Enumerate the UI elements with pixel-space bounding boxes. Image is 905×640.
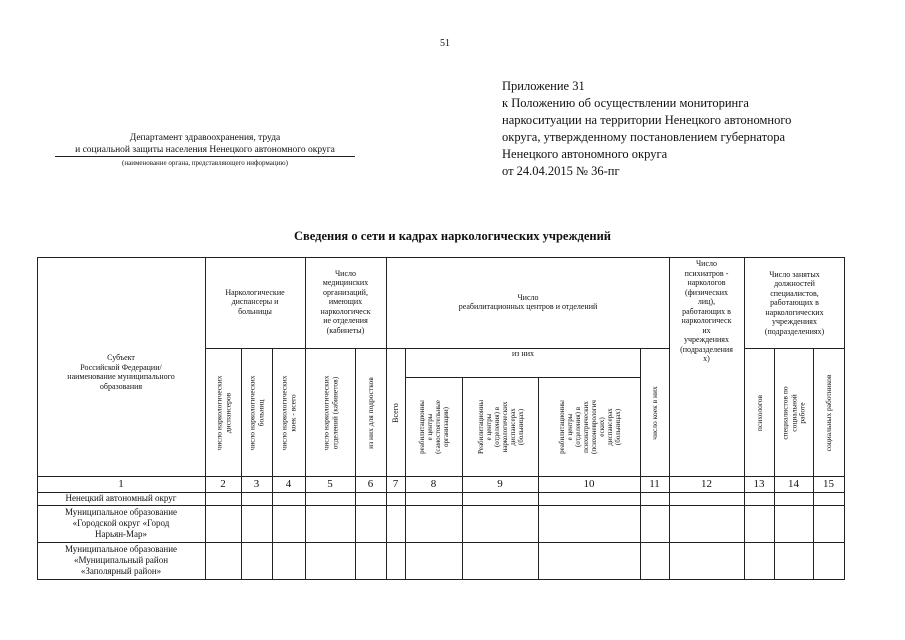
network-staff-table	[37, 257, 845, 580]
header-dispensaries-group: Наркологические диспансеры и больницы	[225, 287, 285, 316]
header-col-10: реабилитационны е центры (отделения) в психиатрических (психоневрологич еских) диспансерах (больницах)	[557, 400, 622, 454]
column-number: 6	[367, 478, 374, 490]
header-medorg-group: Число медицинских организаций, имеющих наркологическ ие отделения (кабинеты)	[320, 268, 371, 335]
header-col-2: число наркологических диспансеров	[214, 374, 232, 451]
appendix-line: к Положению об осуществлении мониторинга	[502, 96, 749, 110]
column-number: 15	[823, 478, 834, 490]
appendix-line: наркоситуации на территории Ненецкого автономного	[502, 113, 792, 127]
header-psychiatrists: Число психиатров - наркологов (физических лиц), работающих в наркологическ их учреждениях (подразделения х)	[680, 259, 733, 363]
appendix-line: от 24.04.2015 № 36-пг	[502, 164, 620, 178]
header-col-11: число коек в них	[649, 385, 659, 440]
header-col-13: психологов	[754, 394, 764, 431]
column-number: 9	[497, 478, 503, 490]
header-col-4: число наркологических коек - всего	[279, 374, 297, 451]
header-of-them: из них	[511, 349, 534, 359]
column-number: 11	[649, 478, 660, 490]
page-number: 51	[440, 38, 450, 49]
column-number: 13	[753, 478, 765, 490]
header-col-5: число наркологических отделений (кабинетов)	[321, 374, 339, 451]
header-col-6: из них для подростков	[365, 376, 375, 449]
header-col-7: Всего	[390, 402, 400, 423]
header-col-14: специалистов по социальной работе	[780, 385, 807, 440]
column-number: 8	[430, 478, 437, 490]
header-col-8: реабилитационны е центры (самостоятельные организации)	[418, 400, 450, 454]
appendix-block	[502, 78, 791, 180]
appendix-line: округа, утвержденному постановлением губернатора	[502, 130, 785, 144]
column-number: 10	[583, 478, 595, 490]
header-subject: Субъект Российской Федерации/ наименование муниципального образования	[67, 353, 175, 391]
appendix-line: Ненецкого автономного округа	[502, 147, 668, 161]
table-row-label: Муниципальное образование «Муниципальный район «Заполярный район»	[64, 544, 178, 576]
column-number: 2	[220, 478, 226, 490]
department-line: Департамент здравоохранения, труда	[129, 133, 281, 143]
table-row-label: Муниципальное образование «Городской округ «Город Нарьян-Мар»	[64, 507, 178, 539]
column-number: 4	[285, 478, 292, 490]
column-number: 5	[327, 478, 333, 490]
department-block	[55, 132, 355, 169]
department-line: и социальной защиты населения Ненецкого автономного округа	[55, 144, 355, 157]
department-caption: (наименование органа, представляющего информацию)	[122, 159, 288, 167]
document-title: Сведения о сети и кадрах наркологических учреждений	[294, 229, 611, 243]
appendix-line: Приложение 31	[502, 79, 585, 93]
header-staff-group: Число занятых должностей специалистов, работающих в наркологических учреждениях (подразделениях)	[764, 269, 825, 336]
header-col-3: число наркологических больниц	[247, 374, 265, 451]
column-number: 3	[253, 478, 260, 490]
column-number: 14	[788, 478, 799, 490]
header-col-15: социальных работников	[823, 374, 833, 451]
header-col-9: Реабилитационны е центры (отделения) в наркологических диспансерах (больницах)	[476, 399, 525, 455]
header-rehab-group: Число реабилитационных центров и отделений	[458, 292, 598, 311]
column-number: 7	[392, 478, 399, 490]
column-number: 1	[118, 478, 124, 490]
column-number: 12	[701, 478, 712, 490]
table-row-label: Ненецкий автономный округ	[65, 493, 177, 503]
